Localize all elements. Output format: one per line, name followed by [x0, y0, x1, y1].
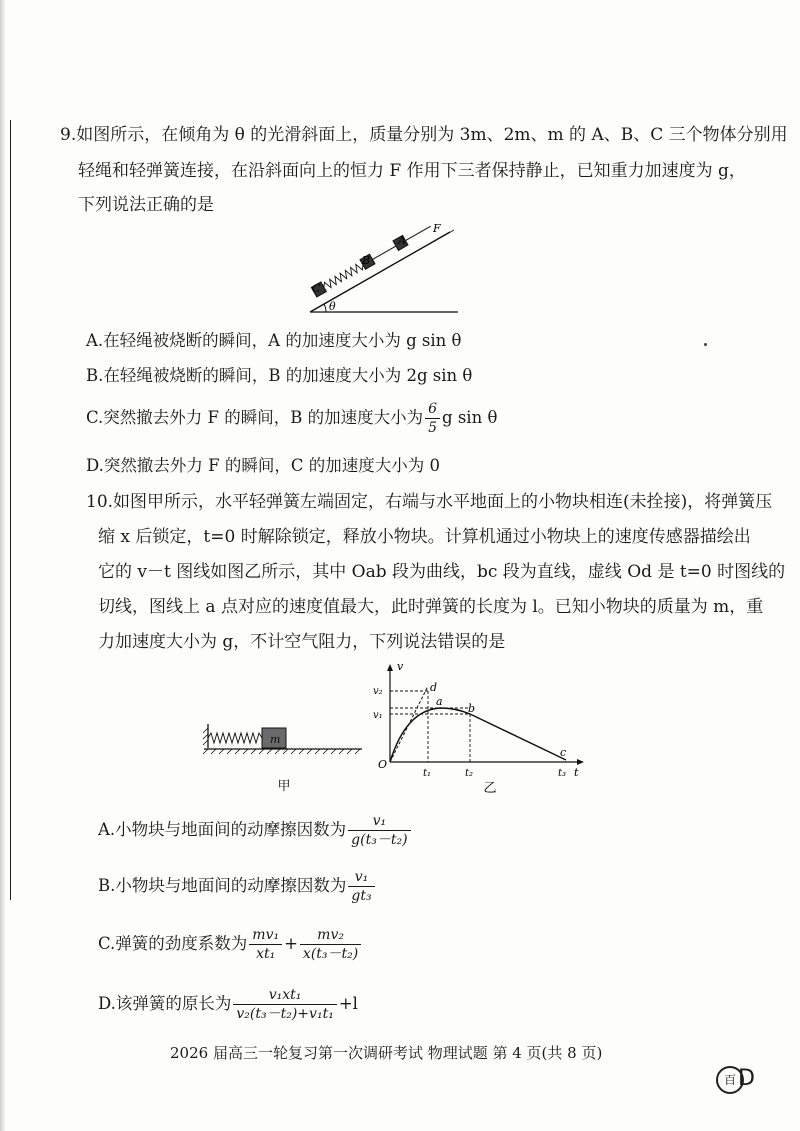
q9-option-c — [86, 400, 497, 437]
origin-label: O — [378, 758, 388, 771]
point-a-label: a — [436, 695, 443, 708]
q9-option-b: B.在轻绳被烧断的瞬间，B 的加速度大小为 2g sin θ — [86, 366, 473, 385]
q10-option-b-fraction — [348, 868, 374, 905]
line-bc — [470, 714, 566, 760]
q10-option-b — [98, 868, 377, 905]
q9-option-c-fraction — [425, 400, 440, 437]
q9-option-c-denominator: 5 — [428, 420, 438, 436]
q10-option-b-numerator: v₁ — [348, 868, 374, 887]
q9-line-2: 轻绳和轻弹簧连接，在沿斜面向上的恒力 F 作用下三者保持静止，已知重力加速度为 g， — [78, 161, 746, 181]
q10-option-c-denominator-1: xt₁ — [256, 946, 276, 962]
wall-hatch — [203, 728, 208, 745]
t-axis-arrow — [577, 759, 584, 765]
q10-option-c-fraction-1 — [249, 926, 282, 963]
q10-figure-jia — [200, 718, 370, 798]
stamp-letter: D — [738, 1066, 755, 1091]
angle-arc — [324, 304, 326, 312]
point-b-label: b — [468, 702, 476, 715]
q10-option-d-prefix: D.该弹簧的原长为 — [98, 994, 232, 1013]
q10-option-a — [98, 812, 413, 849]
q9-line-3: 下列说法正确的是 — [78, 195, 214, 215]
q9-option-a: A.在轻绳被烧断的瞬间，A 的加速度大小为 g sin θ — [86, 331, 462, 350]
t1-label: t₁ — [423, 768, 432, 779]
q9-option-c-suffix: g sin θ — [442, 408, 498, 427]
stamp-seal: 百 — [716, 1066, 744, 1094]
scan-speck — [704, 343, 707, 346]
q10-option-c-prefix: C.弹簧的劲度系数为 — [98, 934, 248, 953]
v-axis-label: v — [397, 660, 404, 673]
q10-option-c — [98, 926, 363, 963]
figure-jia-caption: 甲 — [277, 779, 291, 794]
q10-option-d-suffix: +l — [338, 994, 358, 1013]
figure-yi-caption: 乙 — [483, 781, 497, 796]
rope — [373, 246, 396, 259]
q10-line-2: 缩 x 后锁定，t=0 时解除锁定，释放小物块。计算机通过小物块上的速度传感器描绘出 — [98, 527, 751, 547]
force-f-arrow — [406, 226, 431, 240]
spring — [322, 261, 365, 290]
q10-option-b-denominator: gt₃ — [351, 888, 372, 904]
q10-option-a-denominator: g(t₃－t₂) — [351, 832, 408, 848]
theta-label: θ — [329, 300, 336, 313]
v2-label: v₂ — [373, 686, 383, 697]
q10-option-c-denominator-2: x(t₃－t₂) — [302, 946, 359, 962]
q10-option-d-fraction — [233, 986, 336, 1023]
v-axis-arrow — [387, 664, 393, 671]
q10-line-4: 切线，图线上 a 点对应的速度值最大，此时弹簧的长度为 l。已知小物块的质量为 m，重 — [98, 597, 764, 617]
spring — [208, 733, 262, 743]
point-d-label: d — [430, 681, 438, 694]
t3-label: t₃ — [558, 768, 567, 779]
q9-option-d: D.突然撤去外力 F 的瞬间，C 的加速度大小为 0 — [86, 456, 440, 475]
q10-option-d-denominator: v₂(t₃－t₂)+v₁t₁ — [236, 1006, 334, 1022]
v1-label: v₁ — [373, 710, 383, 721]
q9-option-c-prefix: C.突然撤去外力 F 的瞬间，B 的加速度大小为 — [86, 408, 424, 427]
q9-line-1: 9.如图所示，在倾角为 θ 的光滑斜面上，质量分别为 3m、2m、m 的 A、B、C 三个物体分别用 — [60, 125, 788, 145]
page-edge-shadow — [0, 0, 6, 1131]
q10-option-c-numerator-2: mv₂ — [300, 926, 361, 945]
label-c: C — [312, 282, 321, 295]
t2-label: t₂ — [465, 768, 474, 779]
q10-option-d — [98, 986, 358, 1023]
incline-edge — [314, 230, 454, 310]
q10-line-1: 10.如图甲所示，水平轻弹簧左端固定，右端与水平地面上的小物块相连(未拴接)，将弹簧压 — [86, 492, 773, 512]
page-footer: 2026 届高三一轮复习第一次调研考试 物理试题 第 4 页(共 8 页) — [170, 1044, 603, 1062]
point-c-label: c — [560, 746, 567, 759]
q10-line-3: 它的 v－t 图线如图乙所示，其中 Oab 段为曲线，bc 段为直线，虚线 Od 是 t=0 时图线的 — [98, 562, 786, 582]
label-f: F — [433, 222, 441, 235]
q10-option-c-numerator-1: mv₁ — [249, 926, 282, 945]
q9-incline-figure — [300, 222, 470, 322]
q10-option-c-fraction-2 — [300, 926, 361, 963]
margin-rule — [10, 120, 11, 900]
q10-option-c-plus: + — [284, 934, 298, 953]
label-b: B — [362, 254, 371, 267]
curve-oab — [390, 708, 470, 762]
q10-line-5: 力加速度大小为 g，不计空气阻力，下列说法错误的是 — [98, 632, 506, 652]
q10-option-b-prefix: B.小物块与地面间的动摩擦因数为 — [98, 876, 347, 895]
q10-option-a-prefix: A.小物块与地面间的动摩擦因数为 — [98, 820, 347, 839]
q10-option-a-fraction — [348, 812, 410, 849]
q10-figure-yi — [370, 660, 590, 800]
t-axis-label: t — [574, 766, 579, 779]
ground-hatch — [203, 749, 360, 754]
q9-option-c-numerator: 6 — [425, 400, 440, 419]
label-a: A — [398, 234, 406, 247]
block-mass-label: m — [270, 733, 281, 746]
q10-option-d-numerator: v₁xt₁ — [233, 986, 336, 1005]
q10-option-a-numerator: v₁ — [348, 812, 410, 831]
